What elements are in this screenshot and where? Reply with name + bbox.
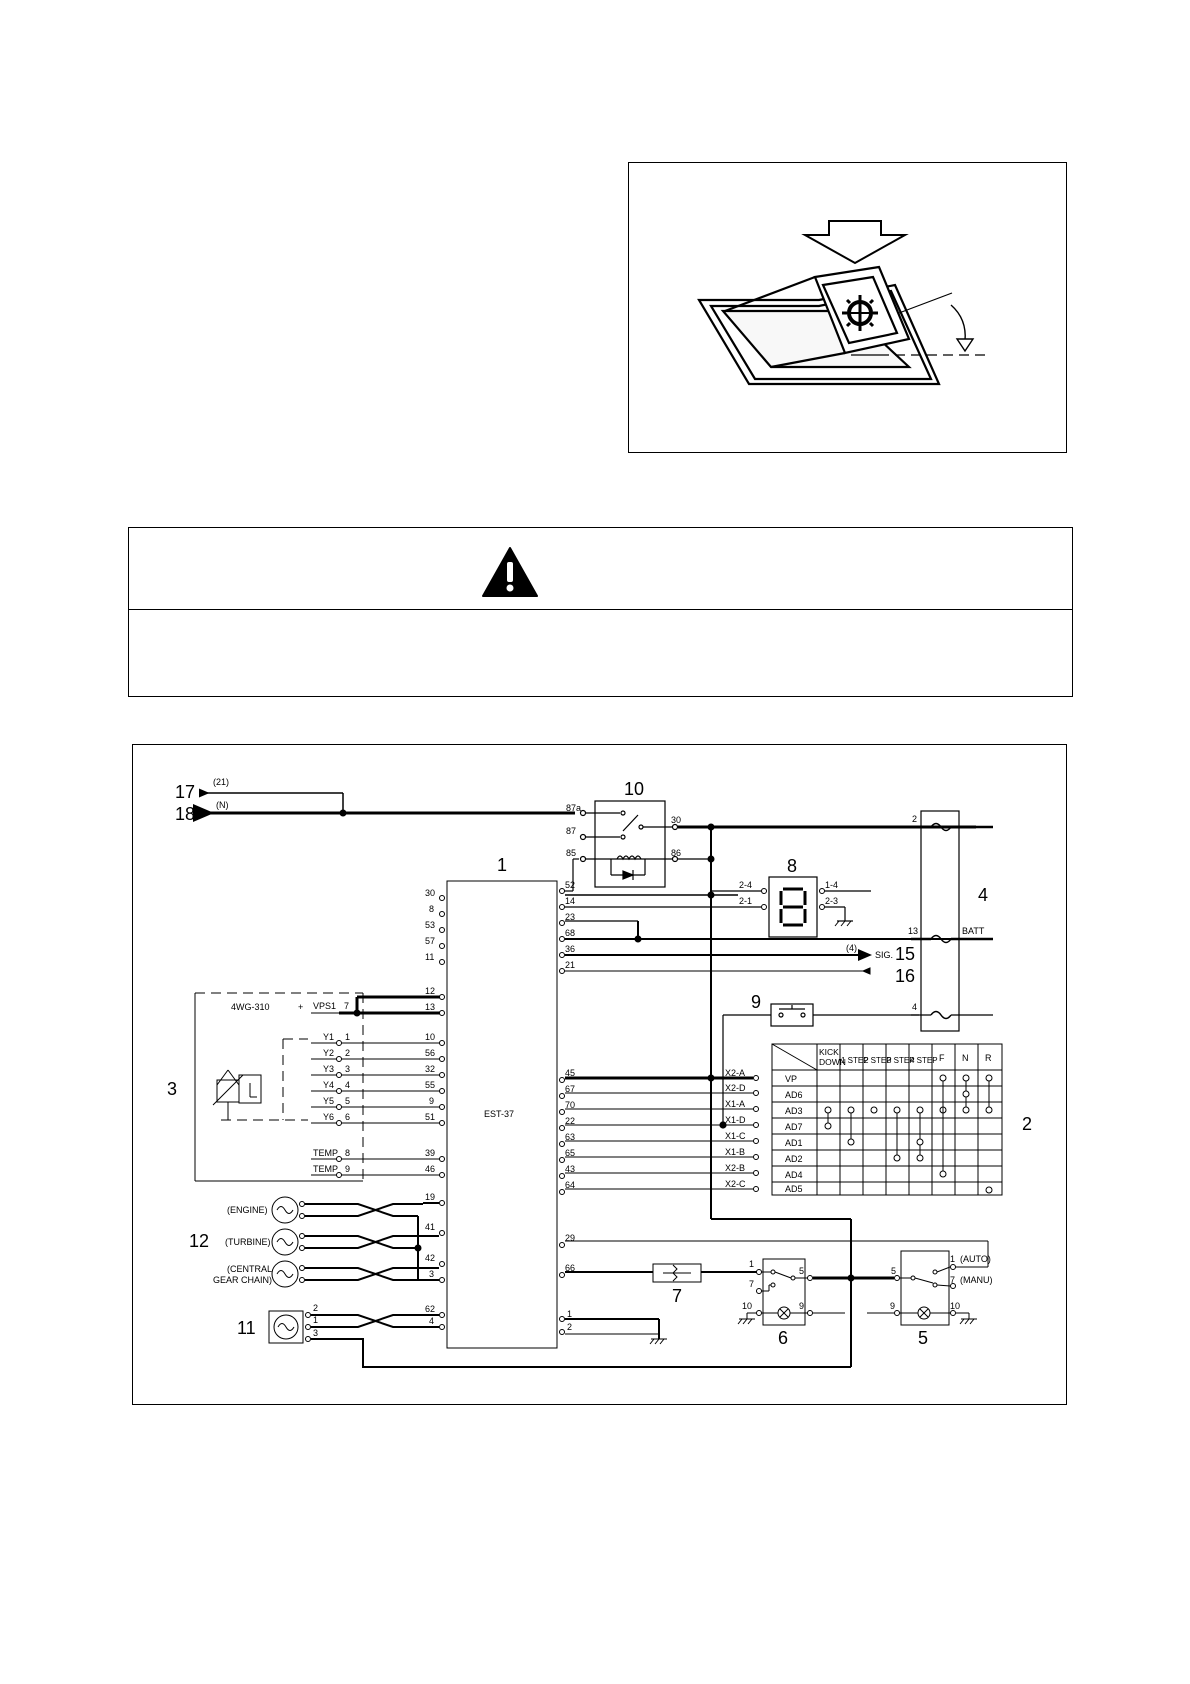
callout-17: 17 (175, 782, 196, 802)
speed-sensor-pin-1: 1 (313, 1315, 319, 1325)
speed-sensor-pin-3: 3 (313, 1328, 319, 1338)
fuse-box-4 (911, 811, 993, 1031)
sw6-pin-10: 10 (742, 1301, 753, 1311)
pin-21: 21 (565, 960, 576, 970)
pin-53: 53 (425, 920, 436, 930)
sw5-pin-5: 5 (891, 1266, 897, 1276)
sensor-central-label-2: GEAR CHAIN) (213, 1275, 273, 1285)
pin-10: 10 (425, 1032, 436, 1042)
pin-66: 66 (565, 1263, 576, 1273)
wire-x1-a: X1-A (725, 1099, 746, 1109)
switch-6 (738, 1259, 854, 1325)
top-lines (205, 793, 575, 816)
valve-y3-pin: 3 (345, 1064, 351, 1074)
callout-1: 1 (497, 855, 508, 875)
pin-29: 29 (565, 1233, 576, 1243)
pin-13: 13 (425, 1002, 436, 1012)
pin-45: 45 (565, 1068, 576, 1078)
pin-8: 8 (429, 904, 435, 914)
speed-sensors-12 (272, 1197, 445, 1287)
valve-y5-pin: 5 (345, 1096, 351, 1106)
pin-14: 14 (565, 896, 576, 906)
temp-2-label: TEMP (313, 1164, 339, 1174)
callout-3: 3 (167, 1079, 178, 1099)
sw6-pin-9: 9 (799, 1301, 805, 1311)
pin-39: 39 (425, 1148, 436, 1158)
relay-pin-30: 30 (671, 815, 682, 825)
pin-42: 42 (425, 1253, 436, 1263)
display-pin-2-4: 2-4 (739, 880, 753, 890)
row-ad7: AD7 (785, 1122, 803, 1132)
header-4-step: 4 STEP (910, 1056, 938, 1065)
selector-table-2 (772, 1044, 1002, 1195)
temp-1-label: TEMP (313, 1148, 339, 1158)
vps1-label: VPS1 (313, 1001, 337, 1011)
gear-unit-plus: + (298, 1002, 304, 1012)
warning-triangle-icon (481, 546, 539, 598)
pin-55: 55 (425, 1080, 436, 1090)
callout-7: 7 (672, 1286, 683, 1306)
row-vp: VP (785, 1074, 798, 1084)
relay-pin-87a: 87a (566, 803, 582, 813)
valve-y2: Y2 (323, 1048, 335, 1058)
callout-2: 2 (1022, 1114, 1033, 1134)
sw5-manu: (MANU) (960, 1275, 993, 1285)
row-ad5: AD5 (785, 1184, 803, 1194)
fuse-pin-2: 2 (912, 814, 918, 824)
row-ad2: AD2 (785, 1154, 803, 1164)
pin-46: 46 (425, 1164, 436, 1174)
pin-43: 43 (565, 1164, 576, 1174)
relay-pin-86: 86 (671, 848, 682, 858)
pin-12: 12 (425, 986, 436, 996)
pin-23: 23 (565, 912, 576, 922)
rocker-switch-body (699, 267, 939, 384)
pin-56: 56 (425, 1048, 436, 1058)
sensor-central-label-1: (CENTRAL (227, 1264, 273, 1274)
header-3-step: 3 STEP (887, 1056, 915, 1065)
vps1-pin: 7 (344, 1001, 350, 1011)
pin-22: 22 (565, 1116, 576, 1126)
pin-63: 63 (565, 1132, 576, 1142)
pin-1: 1 (567, 1309, 573, 1319)
sw6-pin-5: 5 (799, 1266, 805, 1276)
valve-y5: Y5 (323, 1096, 335, 1106)
callout-5: 5 (918, 1328, 929, 1348)
component-7 (653, 1264, 701, 1282)
pin-51: 51 (425, 1112, 436, 1122)
gear-unit-model: 4WG-310 (231, 1002, 270, 1012)
valve-y4-pin: 4 (345, 1080, 351, 1090)
sw5-auto: (AUTO) (960, 1254, 991, 1264)
temp-1-pin: 8 (345, 1148, 351, 1158)
left-pin-circles (440, 896, 445, 965)
speed-sensor-pin-2: 2 (313, 1303, 319, 1313)
pin-62: 62 (425, 1304, 436, 1314)
sw5-pin-10: 10 (950, 1301, 961, 1311)
right-pin-circles (560, 889, 565, 974)
sw5-pin-9: 9 (890, 1301, 896, 1311)
sw6-pin-7: 7 (749, 1279, 755, 1289)
valve-y4: Y4 (323, 1080, 335, 1090)
wiring-diagram-frame (132, 744, 1067, 1405)
rocker-switch-illustration (629, 163, 1066, 452)
display-pin-2-1: 2-1 (739, 896, 753, 906)
callout-11: 11 (237, 1318, 256, 1338)
pin-19: 19 (425, 1192, 436, 1202)
sw6-pin-1: 1 (749, 1259, 755, 1269)
controller-label: EST-37 (484, 1109, 515, 1119)
fuse-pin-4: 4 (912, 1002, 918, 1012)
callout-18: 18 (175, 804, 196, 824)
down-arrow-icon (805, 221, 905, 263)
sw5-pin-7: 7 (950, 1275, 956, 1285)
warning-box (128, 527, 1073, 697)
wire-x1-d: X1-D (725, 1115, 746, 1125)
wire-x2-a: X2-A (725, 1068, 746, 1078)
valve-y2-pin: 2 (345, 1048, 351, 1058)
callout-10: 10 (624, 779, 645, 799)
callout-12: 12 (189, 1231, 210, 1251)
callout-15: 15 (895, 944, 916, 964)
pin-52: 52 (565, 880, 576, 890)
sensor-engine-label: (ENGINE) (227, 1205, 268, 1215)
pin-32: 32 (425, 1064, 436, 1074)
wire-x1-b: X1-B (725, 1147, 746, 1157)
pin-30: 30 (425, 888, 436, 898)
wire-x2-b: X2-B (725, 1163, 746, 1173)
sw5-pin-1: 1 (950, 1254, 956, 1264)
header-f: F (939, 1053, 945, 1063)
pin-4: 4 (429, 1316, 435, 1326)
switch-5 (851, 1251, 977, 1325)
pin-64: 64 (565, 1180, 576, 1190)
sensor-turbine-label: (TURBINE) (225, 1237, 271, 1247)
callout-8: 8 (787, 856, 798, 876)
warning-divider (129, 609, 1072, 610)
pin-70: 70 (565, 1100, 576, 1110)
display-pin-1-4: 1-4 (825, 880, 839, 890)
wiring-diagram (133, 745, 1066, 1404)
header-kick-down-2: DOWN (819, 1057, 846, 1067)
pin-36: 36 (565, 944, 576, 954)
rotate-arrow-icon (951, 305, 973, 351)
callout-6: 6 (778, 1328, 789, 1348)
pin-41: 41 (425, 1222, 436, 1232)
wire-n-label: (N) (216, 800, 229, 810)
valve-y1-pin: 1 (345, 1032, 351, 1042)
signal-wire-4: (4) (846, 943, 857, 953)
relay-10 (561, 801, 678, 891)
gear-icon (842, 295, 878, 331)
relay-pin-85: 85 (566, 848, 577, 858)
valve-y6-pin: 6 (345, 1112, 351, 1122)
fuse-batt-label: BATT (962, 926, 985, 936)
signal-label: SIG. (875, 950, 894, 960)
valve-y6: Y6 (323, 1112, 335, 1122)
wire-21-label: (21) (213, 777, 230, 787)
row-ad3: AD3 (785, 1106, 803, 1116)
callout-4: 4 (978, 885, 989, 905)
header-n: N (962, 1053, 969, 1063)
header-kick-down: KICK (819, 1047, 839, 1057)
header-r: R (985, 1053, 992, 1063)
temp-2-pin: 9 (345, 1164, 351, 1174)
wire-x2-d: X2-D (725, 1083, 746, 1093)
callout-9: 9 (751, 992, 762, 1012)
pin-11: 11 (425, 952, 435, 962)
pin-57: 57 (425, 936, 436, 946)
switch-illustration-frame (628, 162, 1067, 453)
relay-pin-87: 87 (566, 826, 577, 836)
valve-y1: Y1 (323, 1032, 335, 1042)
valve-y3: Y3 (323, 1064, 335, 1074)
fuse-pin-13: 13 (908, 926, 919, 936)
callout-16: 16 (895, 966, 916, 986)
row-ad1: AD1 (785, 1138, 803, 1148)
wire-x1-c: X1-C (725, 1131, 746, 1141)
header-1-step: 1 STEP (841, 1056, 869, 1065)
pin-68: 68 (565, 928, 576, 938)
wire-x2-c: X2-C (725, 1179, 746, 1189)
row-ad4: AD4 (785, 1170, 803, 1180)
display-pin-2-3: 2-3 (825, 896, 839, 906)
pin-2: 2 (567, 1322, 573, 1332)
row-ad6: AD6 (785, 1090, 803, 1100)
header-2-step: 2 STEP (864, 1056, 892, 1065)
pin-65: 65 (565, 1148, 576, 1158)
pin-9: 9 (429, 1096, 435, 1106)
pin-3: 3 (429, 1269, 435, 1279)
pin-67: 67 (565, 1084, 576, 1094)
